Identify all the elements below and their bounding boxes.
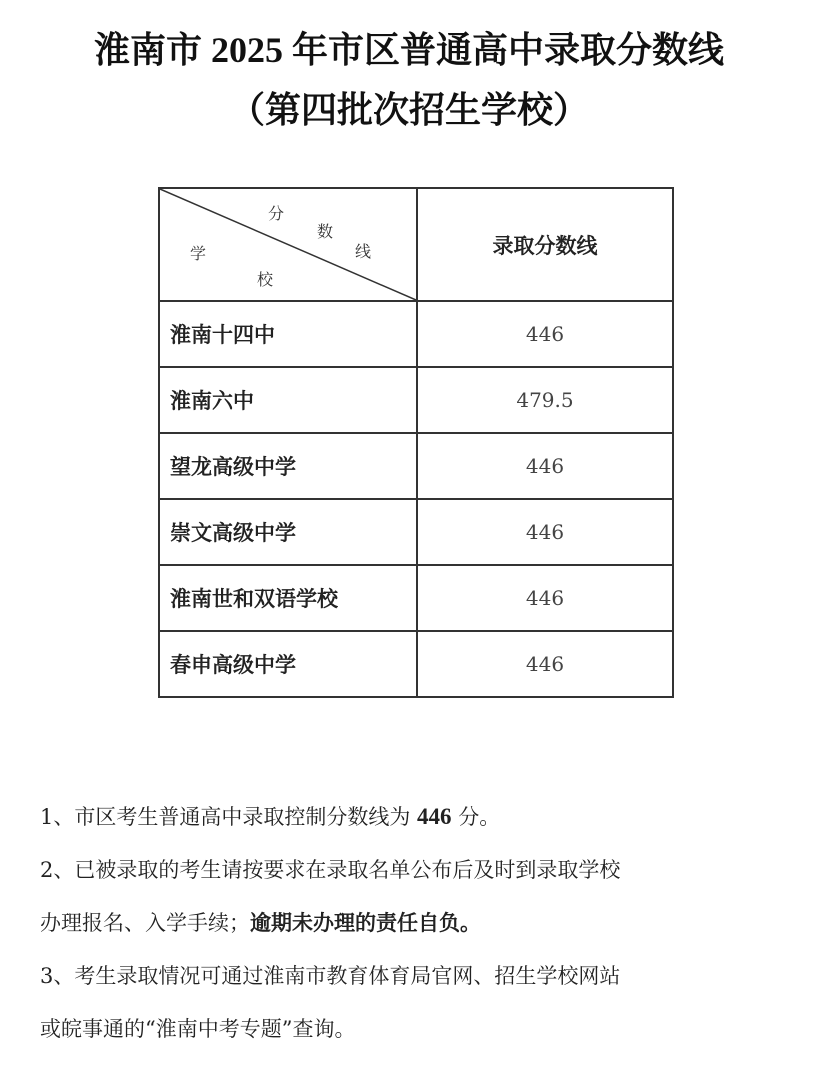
- table-row: [159, 631, 673, 697]
- note-3-line-1: 3、考生录取情况可通过淮南市教育体育局官网、招生学校网站: [40, 964, 621, 988]
- school-name: 淮南世和双语学校: [159, 565, 417, 631]
- score-column-header: 录取分数线: [417, 188, 673, 301]
- note-1-text: 1、市区考生普通高中录取控制分数线为: [40, 805, 418, 829]
- table-row: [159, 565, 673, 631]
- diagonal-header-cell: [159, 188, 417, 301]
- corner-label-fen: 分: [268, 204, 285, 223]
- note-1-control-score: 446: [417, 804, 452, 829]
- note-1-suffix: 分。: [451, 805, 501, 829]
- corner-label-xue: 学: [190, 244, 207, 263]
- corner-label-xiao: 校: [257, 270, 274, 289]
- note-2-line-1: 2、已被录取的考生请按要求在录取名单公布后及时到录取学校: [40, 858, 621, 882]
- score-table: [158, 187, 674, 698]
- table-row: [159, 367, 673, 433]
- corner-label-xian: 线: [355, 242, 372, 261]
- notes-section: [40, 790, 800, 1056]
- score-value: 479.5: [417, 367, 673, 433]
- corner-label-shu: 数: [317, 222, 334, 241]
- note-2-line-2: [40, 897, 800, 950]
- score-value: 446: [417, 631, 673, 697]
- school-name: 淮南六中: [159, 367, 417, 433]
- table-row: [159, 433, 673, 499]
- note-2-emphasis: 逾期未办理的责任自负。: [250, 911, 481, 935]
- school-name: 春申高级中学: [159, 631, 417, 697]
- score-value: 446: [417, 433, 673, 499]
- table-header-row: [159, 188, 673, 301]
- table-row: [159, 301, 673, 367]
- page-title: 淮南市 2025 年市区普通高中录取分数线: [93, 30, 724, 70]
- page-subtitle: （第四批次招生学校）: [228, 90, 589, 130]
- school-name: 望龙高级中学: [159, 433, 417, 499]
- score-value: 446: [417, 499, 673, 565]
- note-1: [40, 790, 800, 844]
- table-row: [159, 499, 673, 565]
- note-2-text: 办理报名、入学手续；: [40, 911, 250, 935]
- school-name: 崇文高级中学: [159, 499, 417, 565]
- note-3-line-2: 或皖事通的“淮南中考专题”查询。: [40, 1017, 356, 1041]
- score-value: 446: [417, 565, 673, 631]
- school-name: 淮南十四中: [159, 301, 417, 367]
- score-value: 446: [417, 301, 673, 367]
